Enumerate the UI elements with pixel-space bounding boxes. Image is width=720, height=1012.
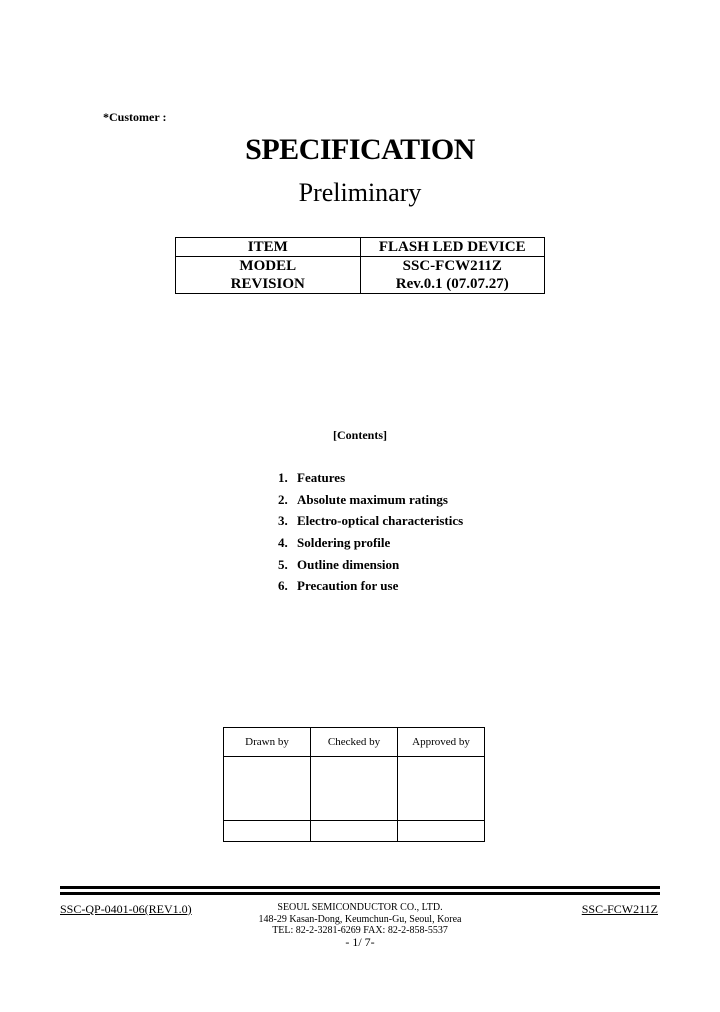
item-number: 4. [278, 535, 288, 551]
document-code: SSC-FCW211Z [581, 902, 658, 916]
approved-by-signature [398, 757, 485, 821]
checked-by-header: Checked by [311, 728, 398, 757]
drawn-by-date [224, 821, 311, 842]
spec-value: SSC-FCW211Z [360, 257, 545, 276]
item-label: Outline dimension [297, 556, 400, 572]
item-label: Features [297, 470, 346, 485]
spec-table [175, 237, 545, 294]
item-number: 2. [278, 491, 288, 507]
drawn-by-signature [224, 757, 311, 821]
spec-label: REVISION [176, 275, 361, 294]
list-item [278, 557, 463, 579]
item-label: Precaution for use [297, 578, 399, 594]
table-row [176, 257, 545, 276]
footer-rule [60, 886, 660, 889]
item-number: 3. [278, 513, 288, 529]
approved-by-header: Approved by [398, 728, 485, 757]
document-subtitle: Preliminary [298, 178, 422, 207]
list-item [278, 492, 463, 514]
company-contact: TEL: 82-2-3281-6269 FAX: 82-2-858-5537 [272, 925, 448, 936]
checked-by-signature [311, 757, 398, 821]
list-item [278, 470, 463, 492]
list-item [278, 578, 463, 600]
table-row [176, 238, 545, 257]
spec-label: MODEL [176, 257, 361, 276]
item-label: Absolute maximum ratings [297, 491, 448, 507]
spec-value: FLASH LED DEVICE [360, 238, 545, 257]
company-name: SEOUL SEMICONDUCTOR CO., LTD. [277, 902, 443, 913]
company-address: 148-29 Kasan-Dong, Keumchun-Gu, Seoul, Korea [258, 913, 462, 925]
customer-label: *Customer : [103, 110, 167, 124]
checked-by-date [311, 821, 398, 842]
list-item [278, 535, 463, 557]
document-title: SPECIFICATION [245, 133, 475, 166]
contents-list [278, 470, 463, 600]
approved-by-date [398, 821, 485, 842]
page-number: - 1/ 7- [345, 934, 375, 949]
table-row [176, 275, 545, 294]
form-number: SSC-QP-0401-06(REV1.0) [60, 902, 192, 916]
item-label: Electro-optical characteristics [297, 513, 464, 529]
item-number: 1. [278, 470, 288, 485]
footer-rule [60, 892, 660, 895]
spec-value: Rev.0.1 (07.07.27) [360, 275, 545, 294]
contents-title: [Contents] [333, 428, 387, 442]
approval-table [223, 727, 485, 842]
item-number: 5. [278, 556, 288, 572]
list-item [278, 513, 463, 535]
item-label: Soldering profile [297, 535, 391, 551]
drawn-by-header: Drawn by [224, 728, 311, 757]
spec-label: ITEM [176, 238, 361, 257]
item-number: 6. [278, 578, 288, 594]
